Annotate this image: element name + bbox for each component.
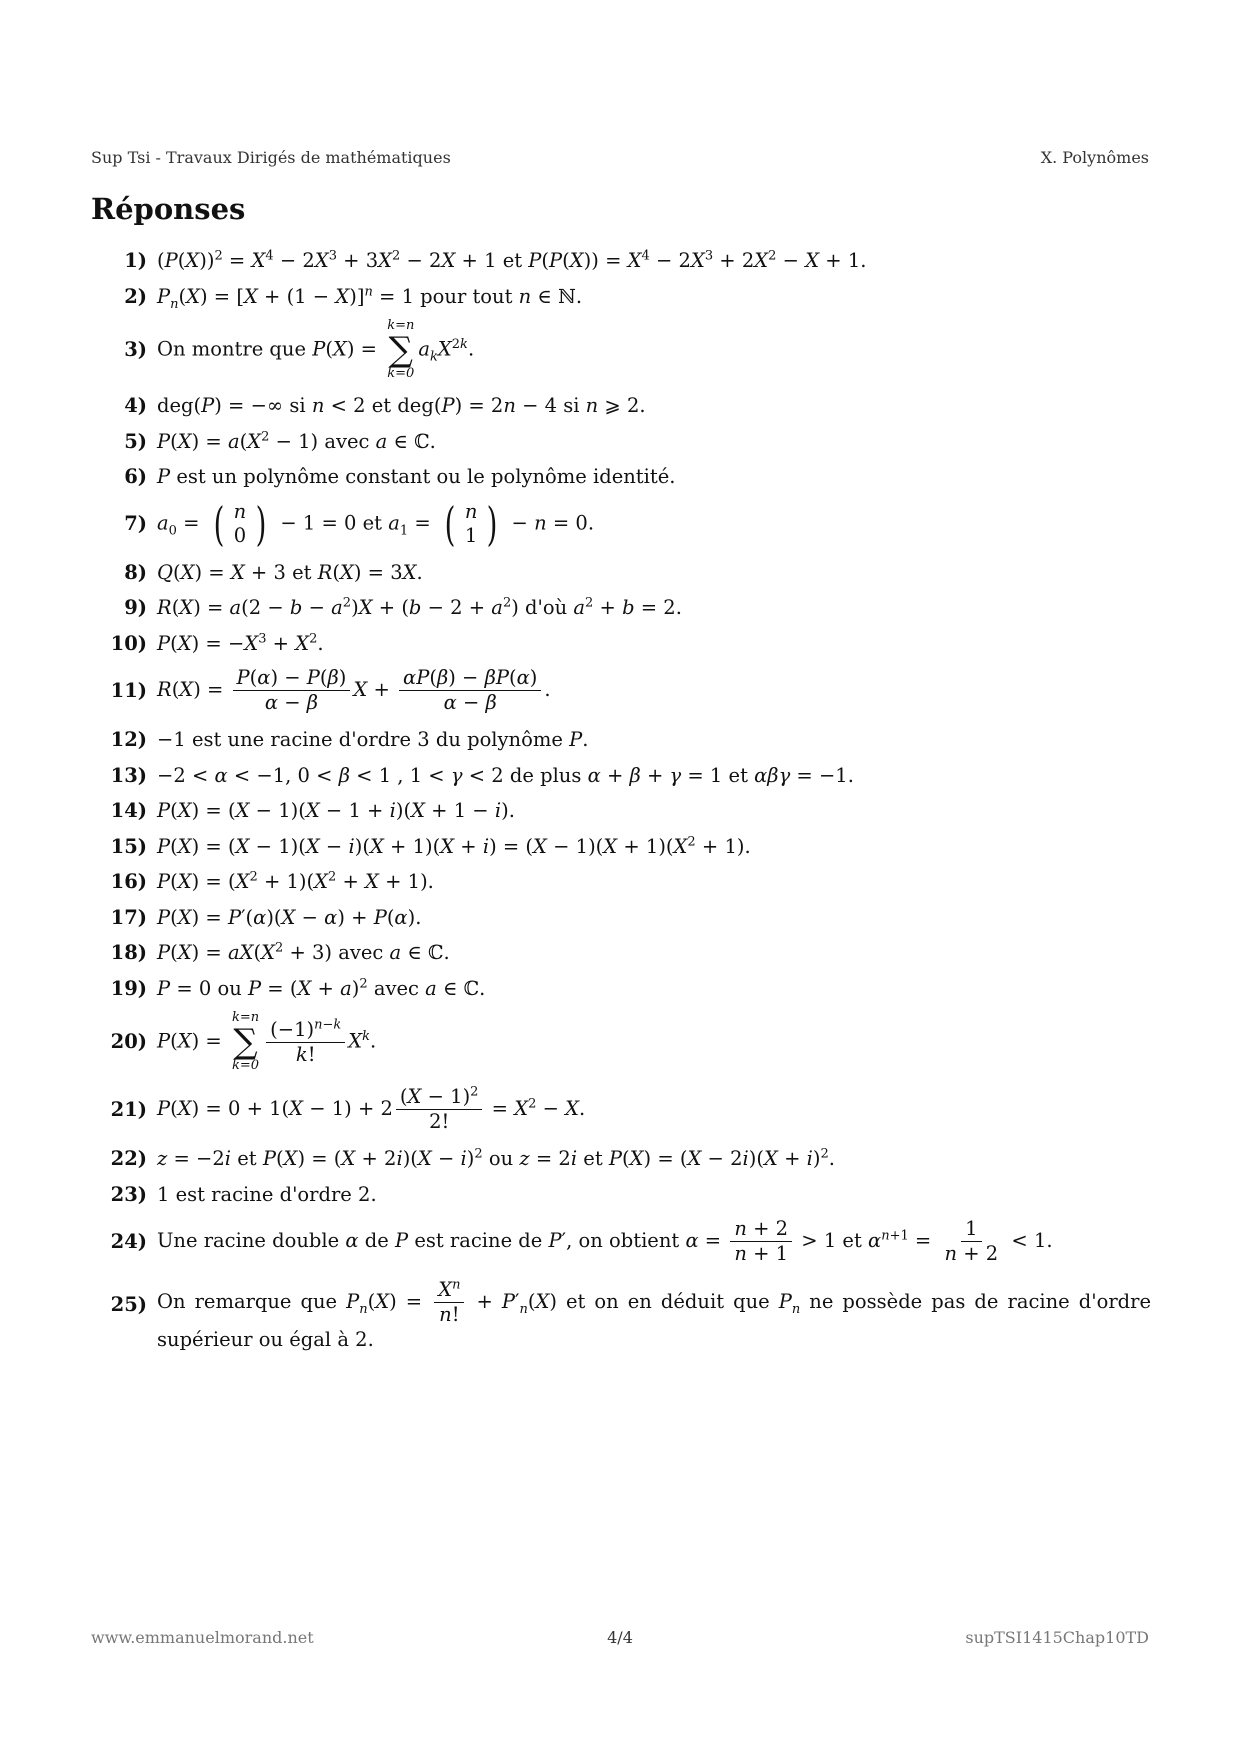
answer-23: 23) 1 est racine d'ordre 2. <box>91 1182 1151 1208</box>
answer-21: 21) P(X) = 0 + 1(X − 1) + 2 $\frac{(X - 1)^2}{2!}$ = $X^2 - X$. <box>91 1085 1151 1134</box>
answers-list <box>91 248 1151 1363</box>
footer-doc-id: supTSI1415Chap10TD <box>965 1628 1149 1647</box>
answer-16: 16) $P(X) = (X^2 + 1)(X^2 + X + 1)$. <box>91 869 1151 895</box>
answer-22: 22) z = −2i et $P(X) = (X + 2i)(X - i)^2$ ou z = 2i et $P(X) = (X - 2i)(X + i)^2$. <box>91 1146 1151 1172</box>
answer-14-formula: P(X) = (X − 1)(X − 1 + i)(X + 1 − i). <box>157 799 515 822</box>
answer-5: 5) $P(X) = a(X^2 - 1)$ avec a ∈ ℂ. <box>91 429 1151 455</box>
answer-1-formula: $(P(X))^2 = X^4 - 2X^3 + 3X^2 - 2X + 1$ et $P(P(X)) = X^4 - 2X^3 + 2X^2 - X + 1$. <box>157 248 867 272</box>
header-course: Sup Tsi - Travaux Dirigés de mathématiques <box>91 148 451 167</box>
answer-11-formula: R(X) = $\frac{P(\alpha) - P(\beta)}{\alpha - \beta}$ X + $\frac{\alpha P(\beta) - \beta P(\alpha)}{\alpha - \beta}$ . <box>157 666 551 714</box>
answer-3-formula: On montre que P(X) = k=n ∑ k=0 $a_kX^{2k}$. <box>157 318 475 381</box>
answer-12: 12) −1 est une racine d'ordre 3 du polynôme P. <box>91 727 1151 753</box>
answer-12-text: −1 est une racine d'ordre 3 du polynôme P. <box>157 728 589 751</box>
answer-8-formula: Q(X) = X + 3 et R(X) = 3X. <box>157 560 423 584</box>
footer-website: www.emmanuelmorand.net <box>91 1628 314 1647</box>
answer-9-formula: $R(X) = a(2 - b - a^2)X + (b - 2 + a^2)$ d'où $a^2 + b = 2$. <box>157 595 682 619</box>
page-title: Réponses <box>91 192 246 226</box>
answer-25: 25) On remarque que $P_n(X)$ = $\frac{X^n}{n!}$ + $P'_n(X)$ et on en déduit que $P_n$ ne possède pas de racine d'ordre supérieur ou égal à 2. <box>110 1277 1151 1351</box>
answer-18-formula: $P(X) = aX(X^2 + 3)$ avec a ∈ ℂ. <box>157 940 450 964</box>
answer-4-formula: deg(P) = −∞ si n < 2 et deg(P) = 2n − 4 si n ⩾ 2. <box>157 394 646 417</box>
answer-14: 14) P(X) = (X − 1)(X − 1 + i)(X + 1 − i). <box>91 798 1151 824</box>
answer-23-text: 1 est racine d'ordre 2. <box>157 1182 377 1206</box>
answer-3: 3) On montre que P(X) = k=n ∑ k=0 $a_kX^{2k}$. <box>91 319 1151 381</box>
answer-1: 1) $(P(X))^2 = X^4 - 2X^3 + 3X^2 - 2X + 1$ et $P(P(X)) = X^4 - 2X^3 + 2X^2 - X + 1$. <box>91 248 1151 274</box>
answer-17-formula: P(X) = P′(α)(X − α) + P(α). <box>157 905 422 929</box>
answer-7-formula: $a_0$ = ( n 0 ) − 1 = 0 et $a_1$ = ( n 1 ) − n = 0. <box>157 496 595 551</box>
answer-13: 13) −2 < α < −1, 0 < β < 1 , 1 < γ < 2 de plus α + β + γ = 1 et αβγ = −1. <box>91 763 1151 789</box>
answer-6-text: P est un polynôme constant ou le polynôme identité. <box>157 465 676 488</box>
answer-15: 15) $P(X) = (X - 1)(X - i)(X + 1)(X + i) = (X - 1)(X + 1)(X^2 + 1)$. <box>91 834 1151 860</box>
answer-24-formula: Une racine double α de P est racine de P′, on obtient α = $\frac{n + 2}{n + 1}$ > 1 et $\alpha^{n+1}$ = $\frac{1}{n + 2}$ < 1. <box>157 1217 1053 1265</box>
answer-18: 18) $P(X) = aX(X^2 + 3)$ avec a ∈ ℂ. <box>91 940 1151 966</box>
answer-11: 11) R(X) = $\frac{P(\alpha) - P(\beta)}{\alpha - \beta}$ X + $\frac{\alpha P(\beta) - \beta P(\alpha)}{\alpha - \beta}$ . <box>91 666 1151 715</box>
answer-17: 17) P(X) = P′(α)(X − α) + P(α). <box>91 905 1151 931</box>
answer-13-formula: −2 < α < −1, 0 < β < 1 , 1 < γ < 2 de plus α + β + γ = 1 et αβγ = −1. <box>157 763 854 787</box>
answer-21-formula: P(X) = 0 + 1(X − 1) + 2 $\frac{(X - 1)^2}{2!}$ = $X^2 - X$. <box>157 1084 586 1133</box>
answer-16-formula: $P(X) = (X^2 + 1)(X^2 + X + 1)$. <box>157 869 434 893</box>
answer-2: 2) $P_n(X) = [X + (1 - X)]^n = 1$ pour tout n ∈ ℕ. <box>91 284 1151 310</box>
answer-10-formula: $P(X) = -X^3 + X^2$. <box>157 631 324 655</box>
answer-2-formula: $P_n(X) = [X + (1 - X)]^n = 1$ pour tout n ∈ ℕ. <box>157 284 583 312</box>
header-chapter: X. Polynômes <box>1040 148 1149 167</box>
answer-4: 4) deg(P) = −∞ si n < 2 et deg(P) = 2n − 4 si n ⩾ 2. <box>91 393 1151 419</box>
answer-25-formula: On remarque que $P_n(X)$ = $\frac{X^n}{n!}$ + $P'_n(X)$ et on en déduit que $P_n$ ne possède pas de racine d'ordre supérieur ou égal à 2. <box>157 1277 1151 1351</box>
answer-19-formula: P = 0 ou $P = (X + a)^2$ avec a ∈ ℂ. <box>157 976 486 1000</box>
answer-22-formula: z = −2i et $P(X) = (X + 2i)(X - i)^2$ ou z = 2i et $P(X) = (X - 2i)(X + i)^2$. <box>157 1146 835 1170</box>
answer-7: 7) $a_0$ = ( n 0 ) − 1 = 0 et $a_1$ = ( n 1 ) − n = 0. <box>91 500 1151 548</box>
answer-5-formula: $P(X) = a(X^2 - 1)$ avec a ∈ ℂ. <box>157 429 436 453</box>
answer-20: 20) P(X) = k=n ∑ k=0 $\frac{(-1)^{n-k}}{k!}$ $X^k$. <box>91 1011 1151 1073</box>
answer-24: 24) Une racine double α de P est racine de P′, on obtient α = $\frac{n + 2}{n + 1}$ > 1 et $\alpha^{n+1}$ = $\frac{1}{n + 2}$ < 1. <box>91 1217 1151 1266</box>
footer-page-number: 4/4 <box>607 1628 633 1647</box>
answer-8: 8) Q(X) = X + 3 et R(X) = 3X. <box>91 560 1151 586</box>
answer-10: 10) $P(X) = -X^3 + X^2$. <box>91 631 1151 657</box>
answer-19: 19) P = 0 ou $P = (X + a)^2$ avec a ∈ ℂ. <box>91 976 1151 1002</box>
answer-15-formula: $P(X) = (X - 1)(X - i)(X + 1)(X + i) = (X - 1)(X + 1)(X^2 + 1)$. <box>157 834 751 858</box>
answer-9: 9) $R(X) = a(2 - b - a^2)X + (b - 2 + a^2)$ d'où $a^2 + b = 2$. <box>91 595 1151 621</box>
answer-20-formula: P(X) = k=n ∑ k=0 $\frac{(-1)^{n-k}}{k!}$ $X^k$. <box>157 1010 377 1073</box>
answer-6: 6) P est un polynôme constant ou le polynôme identité. <box>91 464 1151 490</box>
